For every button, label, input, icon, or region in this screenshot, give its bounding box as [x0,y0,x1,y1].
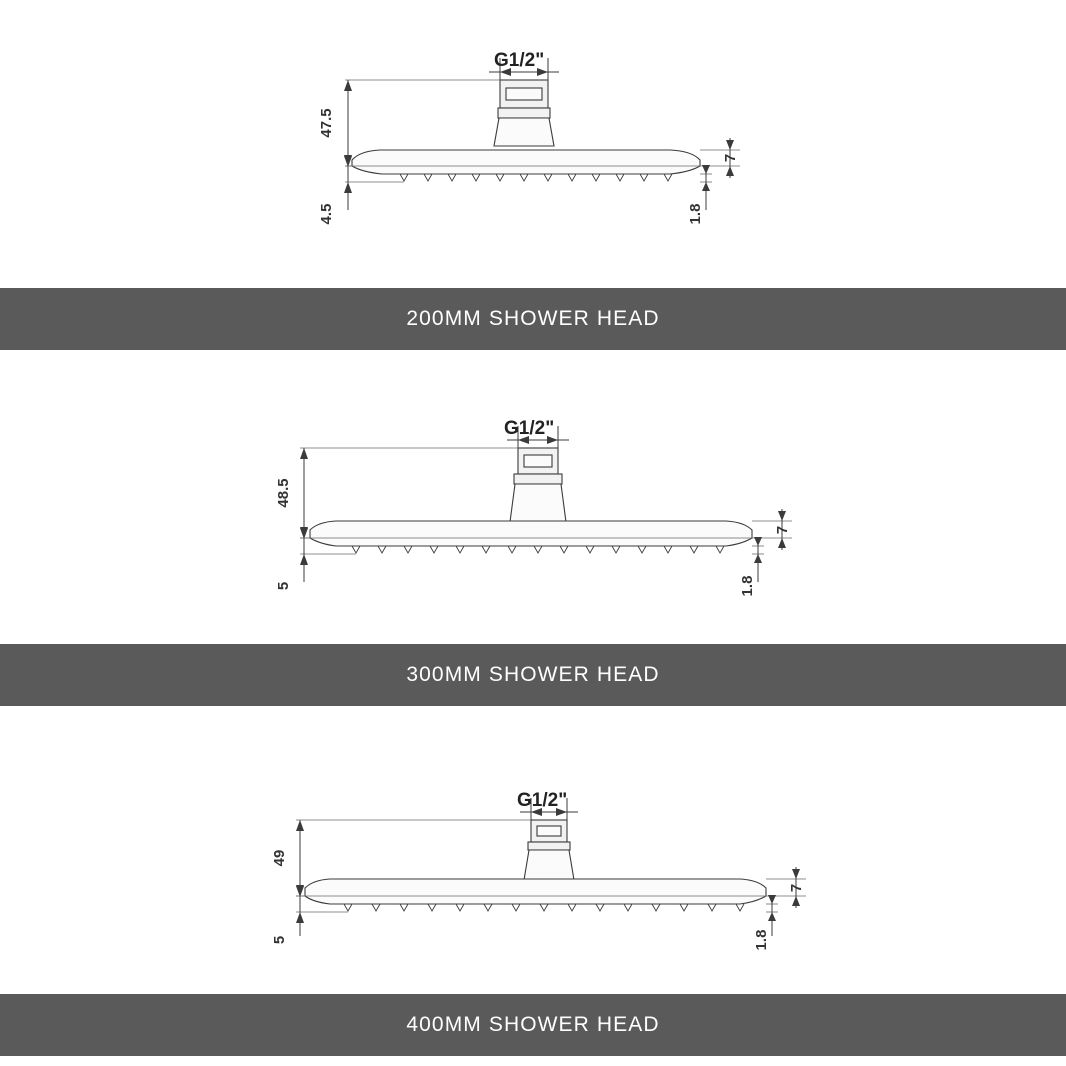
band-label-200: 200MM SHOWER HEAD [406,307,660,330]
inlet-assembly-300 [510,448,566,522]
height-value-400: 49 [271,849,288,867]
thread-label-400: G1/2" [517,790,568,811]
head-plate-400 [305,879,766,904]
thread-label-200: G1/2" [494,50,545,71]
rim-value-300: 7 [774,525,791,535]
nozzle-row-300 [352,546,724,553]
drawing-shower-head-300 [0,350,1066,642]
nozzle-row-200 [400,174,672,181]
right-edge-dimension-300 [739,537,764,596]
nozzle-row-400 [344,904,744,911]
section-shower-head-300 [0,350,1066,642]
drawing-shower-head-200 [0,0,1066,286]
band-shower-head-200 [0,288,1066,350]
band-shower-head-400 [0,994,1066,1056]
thread-dimension-200 [489,50,559,80]
height-value-300: 48.5 [275,478,292,508]
head-plate-300 [310,521,752,546]
rim-value-400: 7 [788,883,805,893]
right-edge-value-200: 1.8 [687,203,704,225]
right-edge-dimension-400 [753,895,778,950]
right-edge-value-300: 1.8 [739,575,756,597]
left-edge-value-300: 5 [275,581,292,591]
left-edge-value-200: 4.5 [318,203,335,225]
height-value-200: 47.5 [318,108,335,138]
inlet-assembly-400 [524,820,574,880]
right-edge-dimension-200 [687,165,712,224]
inlet-assembly-200 [494,80,554,146]
thread-dimension-300 [504,418,569,448]
drawing-shower-head-400 [0,708,1066,994]
head-plate-200 [352,150,700,174]
rim-value-200: 7 [722,153,739,163]
section-shower-head-400 [0,708,1066,994]
section-shower-head-200 [0,0,1066,286]
band-label-400: 400MM SHOWER HEAD [406,1013,660,1036]
right-edge-value-400: 1.8 [753,929,770,951]
thread-dimension-400 [517,790,578,820]
band-shower-head-300 [0,644,1066,706]
left-edge-value-400: 5 [271,935,288,945]
thread-label-300: G1/2" [504,418,555,439]
band-label-300: 300MM SHOWER HEAD [406,663,660,686]
